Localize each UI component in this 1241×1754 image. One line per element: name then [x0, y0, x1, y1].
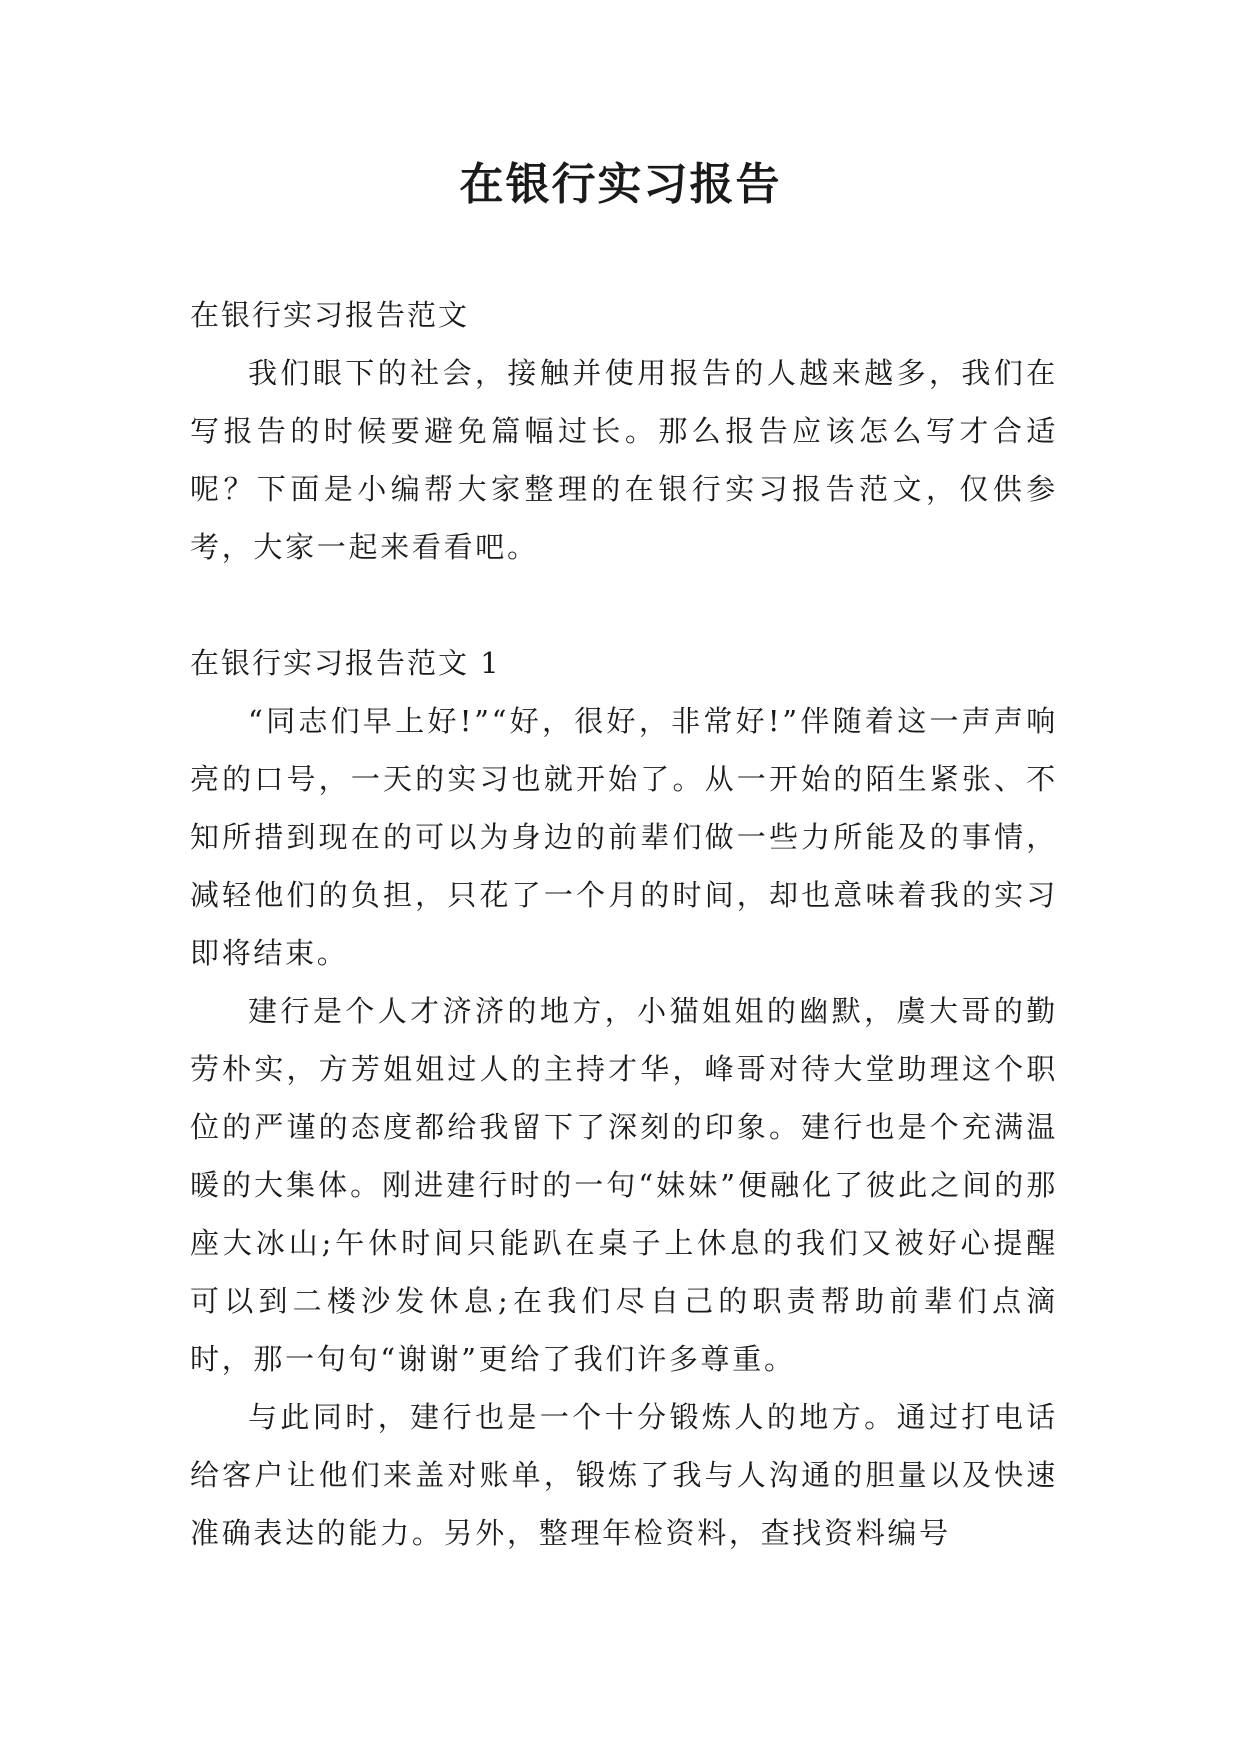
document-title: 在银行实习报告 — [459, 159, 782, 210]
section1-paragraph: “同志们早上好!”“好，很好，非常好!”伴随着这一声声响亮的口号，一天的实习也就开始了。从一开始的陌生紧张、不知所措到现在的可以为身边的前辈们做一些力所能及的事情，减轻他们的负担，只花了一个月的时间，却也意味着我的实习即将结束。 — [190, 704, 1058, 970]
section1-paragraph: 与此同时，建行也是一个十分锻炼人的地方。通过打电话给客户让他们来盖对账单，锻炼了我与人沟通的胆量以及快速准确表达的能力。另外，整理年检资料，查找资料编号 — [190, 1400, 1058, 1550]
section-spacer — [190, 576, 1058, 634]
intro-paragraph: 我们眼下的社会，接触并使用报告的人越来越多，我们在写报告的时候要避免篇幅过长。那么报告应该怎么写才合适呢？下面是小编帮大家整理的在银行实习报告范文，仅供参考，大家一起来看看吧。 — [190, 356, 1058, 564]
document-body — [190, 286, 1058, 1562]
intro-heading: 在银行实习报告范文 — [190, 298, 470, 332]
section1-paragraph: 建行是个人才济济的地方，小猫姐姐的幽默，虞大哥的勤劳朴实，方芳姐姐过人的主持才华，峰哥对待大堂助理这个职位的严谨的态度都给我留下了深刻的印象。建行也是个充满温暖的大集体。刚进建行时的一句“妹妹”便融化了彼此之间的那座大冰山;午休时间只能趴在桌子上休息的我们又被好心提醒可以到二楼沙发休息;在我们尽自己的职责帮助前辈们点滴时，那一句句“谢谢”更给了我们许多尊重。 — [190, 994, 1058, 1376]
section1-heading: 在银行实习报告范文 1 — [190, 646, 501, 680]
